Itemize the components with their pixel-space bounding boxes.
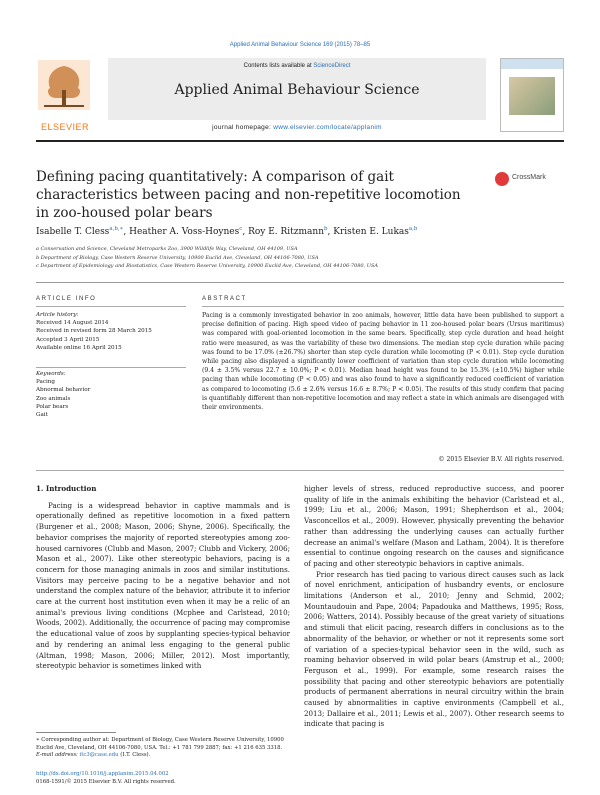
- keywords: [36, 370, 186, 419]
- doi-link[interactable]: http://dx.doi.org/10.1016/j.applanim.2015.04.002: [36, 771, 169, 777]
- doi-block: [36, 771, 336, 786]
- article-title: Defining pacing quantitatively: A comparison of gait characteristics between pacing and non-repetitive locomotion in zoo-housed polar bears: [36, 169, 461, 221]
- contents-available: [108, 63, 486, 69]
- section-heading: 1. Introduction: [36, 484, 97, 493]
- article-info-heading: ARTICLE INFO: [36, 296, 97, 302]
- keywords-label: Keywords:: [36, 371, 66, 377]
- elsevier-tree-logo: [38, 60, 90, 110]
- corresponding-author-footnote: [36, 737, 290, 760]
- header-divider: [36, 140, 564, 142]
- paragraph: Prior research has tied pacing to various direct causes such as lack of novel enrichment, anticipation of husbandry events, or enclosure limitations (Anderson et al., 2010; Jenny and Schmid, 2002; Mountaudouin and Pape, 2004; Papadouka and Matthews, 1995; Ross, 2006; Watters, 2014). Possibly because of the great variety of situations and stimuli that elicit pacing, research differs in conclusions as to the abnormality of the behavior, or whether or not it represents some sort of variation of a species-typical behavior seen in the wild, such as roaming behavior observed in wild polar bears (Amstrup et al., 2000; Ferguson et al., 1999). For example, some research raises the possibility that pacing and other stereotypic behaviors are potentially products of permanent aberrations in neural circuitry within the brain caused by abnormalities in captive environments (Campbell et al., 2013; Dallaire et al., 2011; Lewis et al., 2007). Other research seems to indicate that pacing is: [304, 569, 564, 729]
- author-name: Roy E. Ritzmann: [248, 227, 324, 237]
- author-name: Heather A. Voss-Hoynes: [129, 227, 240, 237]
- author-name: Isabelle T. Cless: [36, 227, 110, 237]
- email-suffix: (I.T. Cless).: [118, 752, 151, 759]
- crossmark-label[interactable]: CrossMark: [512, 174, 546, 181]
- body-right-column: [304, 484, 564, 730]
- homepage-prefix: journal homepage:: [212, 124, 274, 131]
- history-item: Received 14 August 2014: [36, 320, 109, 327]
- keyword: Gait: [36, 412, 48, 419]
- journal-reference[interactable]: Applied Animal Behaviour Science 169 (2015) 78–85: [229, 42, 371, 48]
- journal-homepage: [108, 124, 486, 131]
- abstract-text: Pacing is a commonly investigated behavior in zoo animals, however, little data have been published to support a precise definition of pacing. High speed video of pacing behavior in 11 zoo-housed polar bears (Ursus maritimus) was compared with goal-oriented locomotion in the same bears. Specifically, step cycle duration and head height ratio were measured, as was the variability of these two dimensions. The median step cycle duration while pacing was found to be 17.0% (±26.7%) shorter than step cycle duration while locomoting (P < 0.01). Step cycle duration while pacing also displayed a significantly lower coefficient of variation than step cycle duration while locomoting (9.4 ± 3.5% versus 22.7 ± 10.0%; P < 0.01). Median head height was found to be 15.3% (±10.5%) higher while pacing than while locomoting (P < 0.05) and was also found to have a significantly reduced coefficient of variation as compared to locomoting (5.6 ± 2.6% versus 16.6 ± 8.7%; P < 0.05). The results of this study confirm that pacing is quantifiably different than non-repetitive locomotion and may reflect a state in which animals are disengaged with their environments.: [202, 312, 564, 412]
- author-affil-marker[interactable]: a,b,∗: [109, 226, 124, 232]
- paragraph: Pacing is a widespread behavior in captive mammals and is operationally defined as repetitive locomotion in a fixed pattern (Burgener et al., 2008; Mason, 2006; Shyne, 2006). Specifically, the behavior comprises the majority of reported stereotypies among zoo-housed carnivores (Clubb and Mason, 2007; Clubb and Vickery, 2006; Mason et al., 2007). Like other stereotypic behaviors, pacing is a concern for those managing animals in zoos and similar institutions. Visitors may perceive pacing to be a negative behavior and not understand the complex nature of the behavior, attribute it to inferior care at the current host institution even when it may be a relic of an animal's previous living conditions (Mcphee and Carlstead, 2010; Woods, 2002). Additionally, the occurrence of pacing may compromise the educational value of zoos by supplanting species-typical behavior and by rendering an animal less engaging to the general public (Altman, 1998; Mason, 2006; Miller, 2012). Most importantly, stereotypic behavior is sometimes linked with: [36, 500, 290, 671]
- issn-line: 0168-1591/© 2015 Elsevier B.V. All rights reserved.: [36, 778, 176, 785]
- keyword: Abnormal behavior: [36, 387, 91, 394]
- keyword: Polar bears: [36, 403, 69, 410]
- homepage-link[interactable]: www.elsevier.com/locate/applanim: [273, 124, 382, 131]
- contents-prefix: Contents lists available at: [243, 63, 314, 69]
- email-label: E-mail address:: [36, 752, 80, 759]
- author-name: Kristen E. Lukas: [333, 227, 409, 237]
- keywords-rule: [36, 367, 186, 368]
- abstract-heading: ABSTRACT: [202, 296, 247, 302]
- author-affil-marker[interactable]: a,b: [408, 226, 418, 232]
- affiliation-line: b Department of Biology, Case Western Reserve University, 10900 Euclid Ave, Cleveland, OH 44106-7080, USA: [36, 254, 319, 261]
- journal-title: Applied Animal Behaviour Science: [174, 82, 420, 98]
- affiliation-line: a Conservation and Science, Cleveland Metroparks Zoo, 3900 Wildlife Way, Cleveland, OH 44109, USA: [36, 246, 298, 252]
- keyword: Zoo animals: [36, 395, 71, 402]
- article-history: [36, 311, 186, 352]
- body-left-column: [36, 484, 290, 672]
- publisher-wordmark: ELSEVIER: [40, 122, 90, 132]
- journal-cover-image: [500, 58, 564, 132]
- abstract-rule: [202, 306, 564, 307]
- keyword: Pacing: [36, 379, 55, 386]
- corresponding-note: ∗ Corresponding author at: Department of Biology, Case Western Reserve University, 10900 Euclid Ave, Cleveland, OH 44106-7080, USA. Tel.: +1 781 799 2887; fax: +1 216 635 3318.: [36, 737, 284, 751]
- abstract-bottom-rule: [36, 470, 564, 471]
- history-label: Article history:: [36, 312, 79, 318]
- crossmark-icon[interactable]: [495, 172, 509, 186]
- affiliation-divider: [36, 282, 564, 283]
- article-info-rule: [36, 306, 186, 307]
- email-line: [36, 752, 290, 760]
- affiliation-line: c Department of Epidemiology and Biostatistics, Case Western Reserve University, 10900 Euclid Ave, Cleveland, OH 44106-7080, USA: [36, 263, 378, 269]
- sciencedirect-link[interactable]: ScienceDirect: [313, 63, 351, 69]
- history-item: Available online 16 April 2015: [36, 344, 122, 351]
- history-item: Accepted 3 April 2015: [36, 336, 100, 343]
- author-list: Isabelle T. Cless$^{a,b,∗}$, Heather A. Voss-Hoynes$^c$, Roy E. Ritzmann$^b$, Kristen E. Lukas$^{a,b}$: [36, 226, 418, 237]
- footnote-rule: [36, 732, 116, 733]
- history-item: Received in revised form 28 March 2015: [36, 328, 152, 335]
- paragraph: higher levels of stress, reduced reproductive success, and poorer quality of life in the animals exhibiting the behavior (Carlstead et al., 1999; Liu et al., 2006; Mason, 1991; Shepherdson et al., 2004; Vasconcellos et al., 2009). However, physically preventing the behavior rather than addressing the underlying causes can actually further decrease an animal's welfare (Mason and Latham, 2004). It is therefore essential to continue ongoing research on the causes and significance of pacing and other stereotypic behaviors in captive animals.: [304, 484, 564, 568]
- affiliations: [36, 245, 556, 271]
- email-link[interactable]: itc3@case.edu: [79, 752, 119, 759]
- abstract-copyright: © 2015 Elsevier B.V. All rights reserved.: [438, 456, 564, 463]
- author-affil-marker[interactable]: b: [324, 226, 328, 232]
- author-affil-marker[interactable]: c: [239, 226, 243, 232]
